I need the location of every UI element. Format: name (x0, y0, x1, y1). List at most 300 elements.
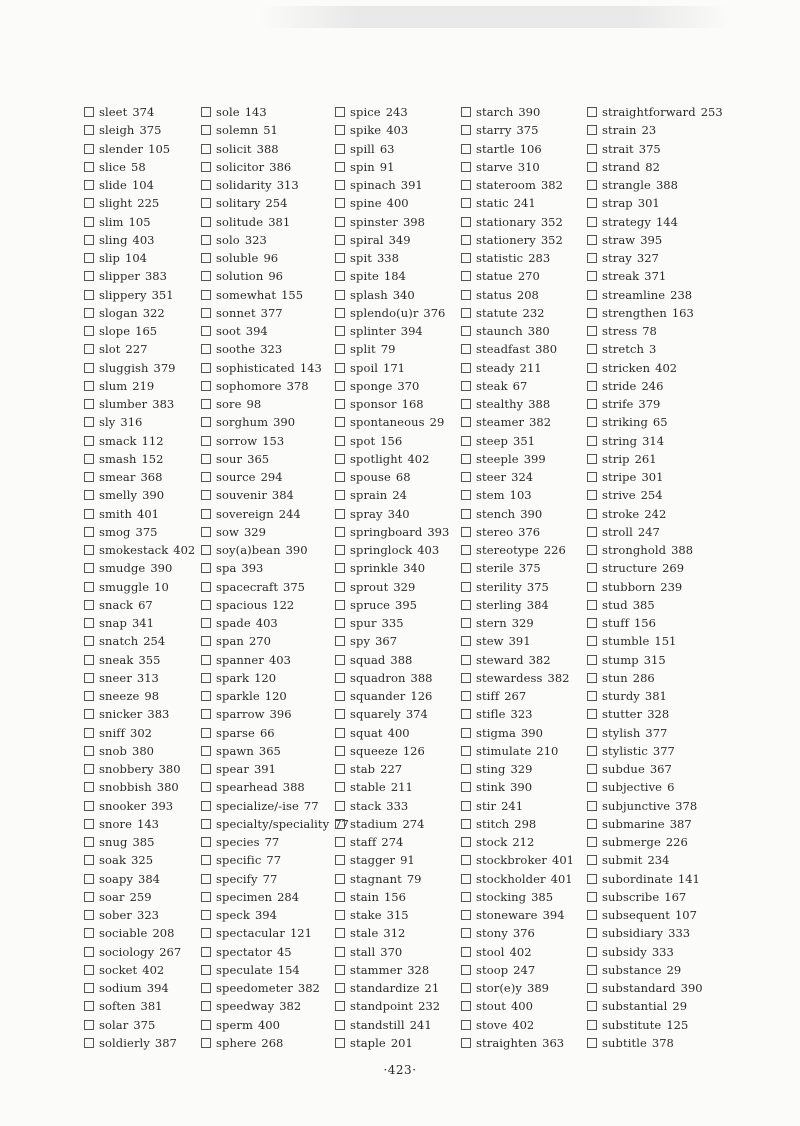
checkbox-icon[interactable] (335, 235, 345, 245)
checkbox-icon[interactable] (201, 545, 211, 555)
checkbox-icon[interactable] (461, 454, 471, 464)
entry-word: standardize (350, 981, 420, 995)
entry-word: stoop (476, 962, 509, 977)
checkbox-icon[interactable] (587, 308, 597, 318)
checkbox-icon[interactable] (84, 472, 94, 482)
checkbox-icon[interactable] (587, 527, 597, 537)
checkbox-icon[interactable] (201, 107, 211, 117)
checkbox-icon[interactable] (201, 947, 211, 957)
entry-page-ref: 126 (410, 689, 433, 703)
checkbox-icon[interactable] (335, 618, 345, 628)
checkbox-icon[interactable] (461, 728, 471, 738)
checkbox-icon[interactable] (84, 235, 94, 245)
checkbox-icon[interactable] (461, 180, 471, 190)
checkbox-icon[interactable] (201, 709, 211, 719)
checkbox-icon[interactable] (201, 655, 211, 665)
checkbox-icon[interactable] (461, 965, 471, 975)
checkbox-icon[interactable] (461, 417, 471, 427)
checkbox-icon[interactable] (335, 344, 345, 354)
checkbox-icon[interactable] (201, 764, 211, 774)
checkbox-icon[interactable] (335, 125, 345, 135)
checkbox-icon[interactable] (335, 582, 345, 592)
checkbox-icon[interactable] (587, 253, 597, 263)
checkbox-icon[interactable] (587, 1020, 597, 1030)
checkbox-icon[interactable] (84, 509, 94, 519)
checkbox-icon[interactable] (201, 509, 211, 519)
checkbox-icon[interactable] (587, 162, 597, 172)
checkbox-icon[interactable] (84, 636, 94, 646)
checkbox-icon[interactable] (335, 509, 345, 519)
checkbox-icon[interactable] (335, 436, 345, 446)
checkbox-icon[interactable] (335, 782, 345, 792)
entry-page-ref: 267 (504, 689, 527, 703)
checkbox-icon[interactable] (587, 892, 597, 902)
checkbox-icon[interactable] (461, 271, 471, 281)
checkbox-icon[interactable] (461, 673, 471, 683)
checkbox-icon[interactable] (587, 144, 597, 154)
checkbox-icon[interactable] (201, 235, 211, 245)
checkbox-icon[interactable] (201, 1038, 211, 1048)
checkbox-icon[interactable] (335, 1038, 345, 1048)
checkbox-icon[interactable] (461, 819, 471, 829)
checkbox-icon[interactable] (84, 436, 94, 446)
checkbox-icon[interactable] (201, 728, 211, 738)
checkbox-icon[interactable] (84, 655, 94, 665)
entry-page-ref: 367 (375, 634, 398, 649)
checkbox-icon[interactable] (201, 1020, 211, 1030)
checkbox-icon[interactable] (84, 892, 94, 902)
word-entry (587, 961, 723, 979)
checkbox-icon[interactable] (201, 636, 211, 646)
checkbox-icon[interactable] (461, 363, 471, 373)
word-entry (84, 614, 195, 632)
checkbox-icon[interactable] (461, 691, 471, 701)
checkbox-icon[interactable] (461, 837, 471, 847)
checkbox-icon[interactable] (461, 235, 471, 245)
checkbox-icon[interactable] (461, 874, 471, 884)
checkbox-icon[interactable] (84, 363, 94, 373)
checkbox-icon[interactable] (84, 180, 94, 190)
checkbox-icon[interactable] (201, 618, 211, 628)
checkbox-icon[interactable] (587, 180, 597, 190)
checkbox-icon[interactable] (461, 125, 471, 135)
checkbox-icon[interactable] (587, 673, 597, 683)
checkbox-icon[interactable] (461, 709, 471, 719)
entry-page-ref: 349 (388, 232, 411, 247)
checkbox-icon[interactable] (335, 472, 345, 482)
checkbox-icon[interactable] (461, 910, 471, 920)
entry-page-ref: 335 (381, 616, 404, 630)
checkbox-icon[interactable] (84, 527, 94, 537)
checkbox-icon[interactable] (201, 271, 211, 281)
checkbox-icon[interactable] (201, 563, 211, 573)
word-entry (461, 395, 574, 413)
checkbox-icon[interactable] (201, 910, 211, 920)
checkbox-icon[interactable] (84, 454, 94, 464)
checkbox-icon[interactable] (461, 746, 471, 756)
checkbox-icon[interactable] (587, 545, 597, 555)
checkbox-icon[interactable] (461, 509, 471, 519)
checkbox-icon[interactable] (84, 582, 94, 592)
checkbox-icon[interactable] (587, 235, 597, 245)
checkbox-icon[interactable] (84, 271, 94, 281)
entry-word: snap (99, 616, 127, 630)
checkbox-icon[interactable] (84, 290, 94, 300)
checkbox-icon[interactable] (201, 600, 211, 610)
checkbox-icon[interactable] (84, 545, 94, 555)
checkbox-icon[interactable] (461, 1020, 471, 1030)
checkbox-icon[interactable] (201, 965, 211, 975)
checkbox-icon[interactable] (335, 673, 345, 683)
checkbox-icon[interactable] (84, 1020, 94, 1030)
checkbox-icon[interactable] (84, 417, 94, 427)
checkbox-icon[interactable] (335, 928, 345, 938)
checkbox-icon[interactable] (335, 709, 345, 719)
checkbox-icon[interactable] (201, 344, 211, 354)
checkbox-icon[interactable] (335, 636, 345, 646)
entry-page-ref: 387 (669, 816, 692, 831)
checkbox-icon[interactable] (201, 253, 211, 263)
checkbox-icon[interactable] (587, 472, 597, 482)
checkbox-icon[interactable] (587, 509, 597, 519)
checkbox-icon[interactable] (84, 326, 94, 336)
checkbox-icon[interactable] (461, 545, 471, 555)
word-entry (84, 596, 195, 614)
checkbox-icon[interactable] (461, 399, 471, 409)
checkbox-icon[interactable] (335, 527, 345, 537)
checkbox-icon[interactable] (335, 326, 345, 336)
checkbox-icon[interactable] (587, 910, 597, 920)
entry-page-ref: 67 (512, 378, 528, 393)
checkbox-icon[interactable] (84, 965, 94, 975)
checkbox-icon[interactable] (201, 436, 211, 446)
checkbox-icon[interactable] (201, 290, 211, 300)
checkbox-icon[interactable] (335, 198, 345, 208)
checkbox-icon[interactable] (461, 655, 471, 665)
checkbox-icon[interactable] (587, 801, 597, 811)
checkbox-icon[interactable] (461, 217, 471, 227)
checkbox-icon[interactable] (84, 381, 94, 391)
checkbox-icon[interactable] (335, 217, 345, 227)
checkbox-icon[interactable] (335, 399, 345, 409)
checkbox-icon[interactable] (335, 563, 345, 573)
checkbox-icon[interactable] (461, 563, 471, 573)
checkbox-icon[interactable] (587, 618, 597, 628)
checkbox-icon[interactable] (587, 417, 597, 427)
checkbox-icon[interactable] (84, 217, 94, 227)
checkbox-icon[interactable] (587, 125, 597, 135)
checkbox-icon[interactable] (461, 892, 471, 902)
checkbox-icon[interactable] (461, 490, 471, 500)
checkbox-icon[interactable] (335, 910, 345, 920)
checkbox-icon[interactable] (461, 582, 471, 592)
checkbox-icon[interactable] (335, 728, 345, 738)
entry-page-ref: 382 (529, 415, 552, 430)
word-entry (335, 340, 449, 358)
checkbox-icon[interactable] (201, 162, 211, 172)
entry-word: sneeze (99, 689, 140, 703)
checkbox-icon[interactable] (201, 363, 211, 373)
checkbox-icon[interactable] (461, 326, 471, 336)
entry-word: sprinkle (350, 561, 399, 576)
entry-page-ref: 333 (651, 944, 674, 959)
checkbox-icon[interactable] (201, 308, 211, 318)
checkbox-icon[interactable] (335, 837, 345, 847)
checkbox-icon[interactable] (335, 290, 345, 300)
checkbox-icon[interactable] (335, 746, 345, 756)
checkbox-icon[interactable] (587, 728, 597, 738)
checkbox-icon[interactable] (587, 837, 597, 847)
checkbox-icon[interactable] (335, 162, 345, 172)
checkbox-icon[interactable] (84, 874, 94, 884)
checkbox-icon[interactable] (201, 180, 211, 190)
checkbox-icon[interactable] (461, 290, 471, 300)
checkbox-icon[interactable] (461, 782, 471, 792)
checkbox-icon[interactable] (201, 746, 211, 756)
checkbox-icon[interactable] (461, 162, 471, 172)
entry-page-ref: 388 (282, 780, 305, 795)
entry-word: subdue (602, 762, 645, 776)
checkbox-icon[interactable] (461, 928, 471, 938)
checkbox-icon[interactable] (587, 965, 597, 975)
checkbox-icon[interactable] (335, 655, 345, 665)
checkbox-icon[interactable] (335, 1001, 345, 1011)
checkbox-icon[interactable] (84, 600, 94, 610)
checkbox-icon[interactable] (335, 801, 345, 811)
checkbox-icon[interactable] (335, 600, 345, 610)
checkbox-icon[interactable] (335, 764, 345, 774)
checkbox-icon[interactable] (84, 801, 94, 811)
checkbox-icon[interactable] (84, 308, 94, 318)
checkbox-icon[interactable] (587, 490, 597, 500)
checkbox-icon[interactable] (461, 253, 471, 263)
checkbox-icon[interactable] (201, 837, 211, 847)
checkbox-icon[interactable] (201, 928, 211, 938)
checkbox-icon[interactable] (84, 928, 94, 938)
checkbox-icon[interactable] (84, 709, 94, 719)
checkbox-icon[interactable] (587, 454, 597, 464)
checkbox-icon[interactable] (587, 983, 597, 993)
checkbox-icon[interactable] (201, 490, 211, 500)
checkbox-icon[interactable] (587, 928, 597, 938)
checkbox-icon[interactable] (84, 691, 94, 701)
checkbox-icon[interactable] (335, 545, 345, 555)
checkbox-icon[interactable] (84, 910, 94, 920)
checkbox-icon[interactable] (587, 782, 597, 792)
checkbox-icon[interactable] (84, 107, 94, 117)
checkbox-icon[interactable] (587, 600, 597, 610)
checkbox-icon[interactable] (335, 819, 345, 829)
checkbox-icon[interactable] (587, 874, 597, 884)
checkbox-icon[interactable] (335, 490, 345, 500)
checkbox-icon[interactable] (84, 490, 94, 500)
checkbox-icon[interactable] (461, 436, 471, 446)
entry-page-ref: 355 (138, 652, 161, 667)
checkbox-icon[interactable] (201, 198, 211, 208)
checkbox-icon[interactable] (335, 271, 345, 281)
checkbox-icon[interactable] (587, 271, 597, 281)
checkbox-icon[interactable] (587, 217, 597, 227)
entry-page-ref: 390 (518, 105, 541, 119)
checkbox-icon[interactable] (84, 1001, 94, 1011)
checkbox-icon[interactable] (335, 965, 345, 975)
checkbox-icon[interactable] (201, 801, 211, 811)
checkbox-icon[interactable] (201, 582, 211, 592)
checkbox-icon[interactable] (201, 144, 211, 154)
entry-word: sprout (350, 579, 389, 594)
checkbox-icon[interactable] (84, 618, 94, 628)
word-entry (201, 413, 349, 431)
checkbox-icon[interactable] (335, 180, 345, 190)
checkbox-icon[interactable] (84, 728, 94, 738)
checkbox-icon[interactable] (201, 874, 211, 884)
checkbox-icon[interactable] (84, 673, 94, 683)
entry-page-ref: 325 (131, 853, 154, 868)
checkbox-icon[interactable] (335, 947, 345, 957)
entry-word: stud (602, 597, 628, 612)
checkbox-icon[interactable] (84, 1038, 94, 1048)
checkbox-icon[interactable] (84, 837, 94, 847)
checkbox-icon[interactable] (461, 381, 471, 391)
checkbox-icon[interactable] (461, 472, 471, 482)
checkbox-icon[interactable] (84, 144, 94, 154)
checkbox-icon[interactable] (201, 125, 211, 135)
checkbox-icon[interactable] (461, 947, 471, 957)
checkbox-icon[interactable] (587, 855, 597, 865)
checkbox-icon[interactable] (335, 308, 345, 318)
entry-word: sly (99, 415, 116, 430)
checkbox-icon[interactable] (201, 691, 211, 701)
word-entry (84, 140, 195, 158)
checkbox-icon[interactable] (461, 983, 471, 993)
checkbox-icon[interactable] (201, 417, 211, 427)
checkbox-icon[interactable] (461, 618, 471, 628)
checkbox-icon[interactable] (461, 801, 471, 811)
checkbox-icon[interactable] (84, 855, 94, 865)
checkbox-icon[interactable] (335, 855, 345, 865)
checkbox-icon[interactable] (461, 855, 471, 865)
checkbox-icon[interactable] (587, 563, 597, 573)
checkbox-icon[interactable] (84, 563, 94, 573)
entry-page-ref: 375 (133, 1017, 156, 1032)
entry-word: substitute (602, 1017, 662, 1032)
checkbox-icon[interactable] (335, 363, 345, 373)
checkbox-icon[interactable] (335, 691, 345, 701)
checkbox-icon[interactable] (587, 819, 597, 829)
checkbox-icon[interactable] (587, 1038, 597, 1048)
checkbox-icon[interactable] (587, 399, 597, 409)
checkbox-icon[interactable] (201, 855, 211, 865)
checkbox-icon[interactable] (84, 782, 94, 792)
checkbox-icon[interactable] (587, 107, 597, 117)
word-entry (587, 1016, 723, 1034)
checkbox-icon[interactable] (335, 253, 345, 263)
checkbox-icon[interactable] (201, 326, 211, 336)
checkbox-icon[interactable] (587, 290, 597, 300)
checkbox-icon[interactable] (461, 527, 471, 537)
word-entry (335, 103, 449, 121)
checkbox-icon[interactable] (587, 198, 597, 208)
checkbox-icon[interactable] (461, 144, 471, 154)
checkbox-icon[interactable] (84, 253, 94, 263)
checkbox-icon[interactable] (84, 198, 94, 208)
checkbox-icon[interactable] (587, 1001, 597, 1011)
entry-word: snicker (99, 707, 143, 722)
checkbox-icon[interactable] (587, 691, 597, 701)
checkbox-icon[interactable] (461, 1038, 471, 1048)
checkbox-icon[interactable] (335, 454, 345, 464)
checkbox-icon[interactable] (201, 892, 211, 902)
checkbox-icon[interactable] (84, 162, 94, 172)
checkbox-icon[interactable] (201, 983, 211, 993)
checkbox-icon[interactable] (587, 655, 597, 665)
checkbox-icon[interactable] (461, 344, 471, 354)
checkbox-icon[interactable] (461, 764, 471, 774)
checkbox-icon[interactable] (461, 107, 471, 117)
entry-word: soar (99, 889, 125, 904)
word-entry (587, 359, 723, 377)
checkbox-icon[interactable] (335, 1020, 345, 1030)
checkbox-icon[interactable] (461, 308, 471, 318)
checkbox-icon[interactable] (84, 125, 94, 135)
checkbox-icon[interactable] (84, 983, 94, 993)
checkbox-icon[interactable] (201, 472, 211, 482)
checkbox-icon[interactable] (335, 417, 345, 427)
checkbox-icon[interactable] (461, 636, 471, 646)
checkbox-icon[interactable] (335, 874, 345, 884)
checkbox-icon[interactable] (587, 381, 597, 391)
checkbox-icon[interactable] (335, 381, 345, 391)
checkbox-icon[interactable] (587, 582, 597, 592)
checkbox-icon[interactable] (587, 326, 597, 336)
checkbox-icon[interactable] (84, 746, 94, 756)
checkbox-icon[interactable] (461, 1001, 471, 1011)
checkbox-icon[interactable] (335, 144, 345, 154)
checkbox-icon[interactable] (587, 709, 597, 719)
entry-page-ref: 77 (262, 871, 278, 886)
checkbox-icon[interactable] (587, 764, 597, 774)
checkbox-icon[interactable] (201, 454, 211, 464)
checkbox-icon[interactable] (201, 217, 211, 227)
checkbox-icon[interactable] (201, 819, 211, 829)
word-entry (201, 559, 349, 577)
checkbox-icon[interactable] (461, 198, 471, 208)
checkbox-icon[interactable] (461, 600, 471, 610)
checkbox-icon[interactable] (335, 892, 345, 902)
entry-page-ref: 211 (519, 360, 542, 375)
checkbox-icon[interactable] (587, 636, 597, 646)
checkbox-icon[interactable] (587, 436, 597, 446)
checkbox-icon[interactable] (587, 947, 597, 957)
checkbox-icon[interactable] (587, 746, 597, 756)
checkbox-icon[interactable] (84, 947, 94, 957)
checkbox-icon[interactable] (201, 1001, 211, 1011)
checkbox-icon[interactable] (84, 344, 94, 354)
checkbox-icon[interactable] (335, 107, 345, 117)
checkbox-icon[interactable] (201, 399, 211, 409)
checkbox-icon[interactable] (201, 673, 211, 683)
checkbox-icon[interactable] (587, 344, 597, 354)
checkbox-icon[interactable] (201, 527, 211, 537)
checkbox-icon[interactable] (335, 983, 345, 993)
checkbox-icon[interactable] (84, 399, 94, 409)
checkbox-icon[interactable] (201, 782, 211, 792)
checkbox-icon[interactable] (84, 819, 94, 829)
checkbox-icon[interactable] (587, 363, 597, 373)
checkbox-icon[interactable] (201, 381, 211, 391)
entry-page-ref: 51 (263, 123, 278, 138)
checkbox-icon[interactable] (84, 764, 94, 774)
